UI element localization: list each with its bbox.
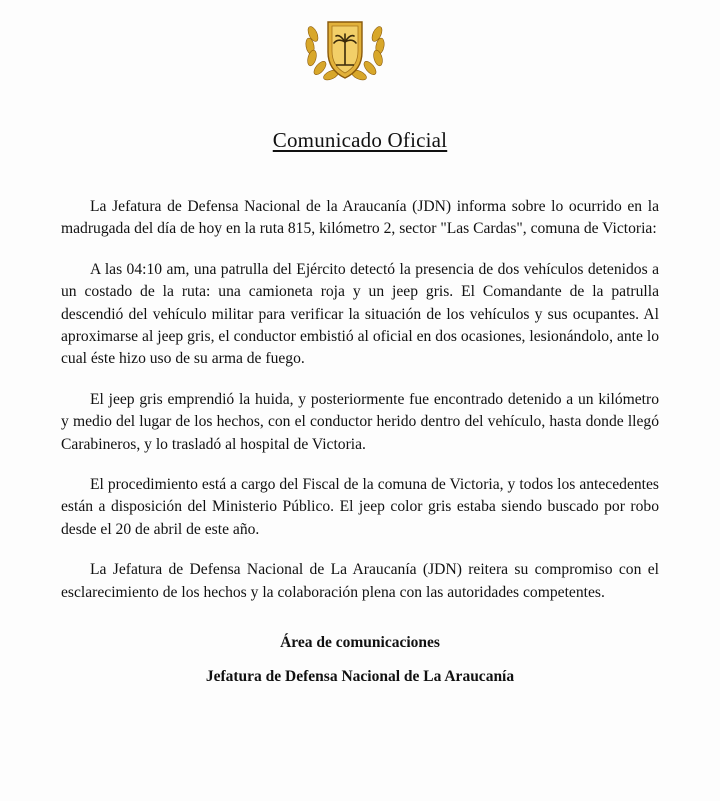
signature-organization: Jefatura de Defensa Nacional de La Araucanía [205,668,515,685]
jdn-laurel-emblem-icon [300,14,390,84]
paragraph: El jeep gris emprendió la huida, y posteriormente fue encontrado detenido a un kilómetro y medio del lugar de los hechos, con el conductor herido dentro del vehículo, hasta donde llegó Carabineros, y lo trasladó al hospital de Victoria. [61,390,659,453]
paragraph: El procedimiento está a cargo del Fiscal de la comuna de Victoria, y todos los antecedentes están a disposición del Ministerio Público. El jeep color gris estaba siendo buscado por robo desde el 20 de abril de este año. [61,476,659,538]
document-body [61,196,659,622]
paragraph: La Jefatura de Defensa Nacional de la Araucanía (JDN) informa sobre lo ocurrido en la madrugada del día de hoy en la ruta 815, kilómetro 2, sector "Las Cardas", comuna de Victoria: [61,198,659,238]
paragraph: La Jefatura de Defensa Nacional de La Araucanía (JDN) reitera su compromiso con el esclarecimiento de los hechos y la colaboración plena con las autoridades competentes. [61,561,659,601]
paragraph: A las 04:10 am, una patrulla del Ejército detectó la presencia de dos vehículos detenidos a un costado de la ruta: una camioneta roja y un jeep gris. El Comandante de la patrulla descendió del vehículo militar para verificar la situación de los vehículos y sus ocupantes. Al aproximarse al jeep gris, el conductor embistió al oficial en dos ocasiones, lesionándolo, ante lo cual éste hizo uso de su arma de fuego. [61,260,659,368]
document-title: Comunicado Oficial [272,128,448,152]
signature-department: Área de comunicaciones [280,634,440,651]
